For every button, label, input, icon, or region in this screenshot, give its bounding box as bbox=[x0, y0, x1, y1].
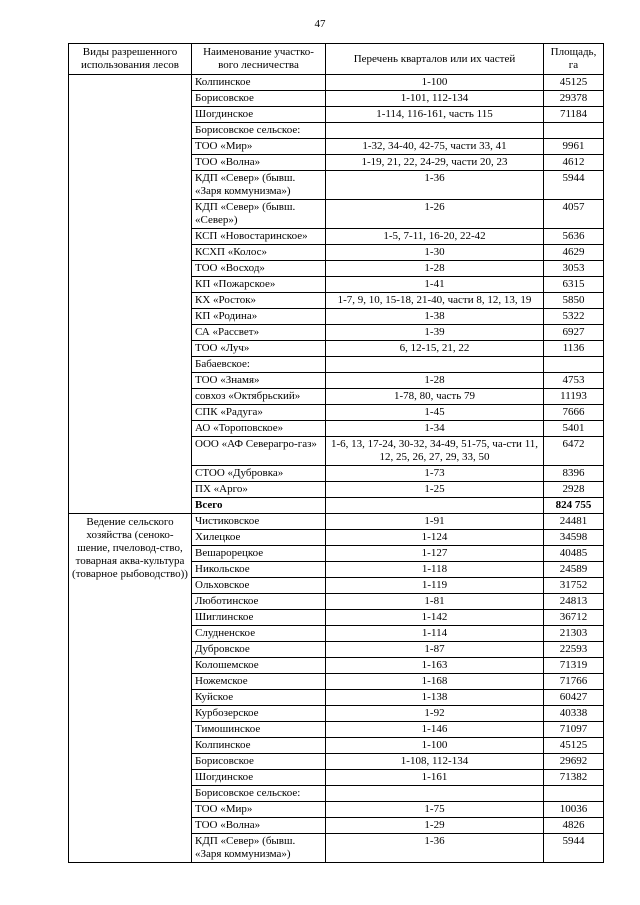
area-cell: 5944 bbox=[544, 834, 604, 863]
forestry-name-cell: ТОО «Знамя» bbox=[192, 373, 326, 389]
quarters-cell: 6, 12-15, 21, 22 bbox=[326, 341, 544, 357]
area-cell: 5401 bbox=[544, 421, 604, 437]
area-cell: 3053 bbox=[544, 261, 604, 277]
area-cell: 6472 bbox=[544, 437, 604, 466]
forestry-name-cell: ООО «АФ Северагро-газ» bbox=[192, 437, 326, 466]
area-cell: 71766 bbox=[544, 674, 604, 690]
quarters-cell: 1-87 bbox=[326, 642, 544, 658]
forestry-name-cell: КСП «Новостаринское» bbox=[192, 229, 326, 245]
forestry-name-cell: Шогдинское bbox=[192, 770, 326, 786]
forestry-name-cell: ТОО «Волна» bbox=[192, 155, 326, 171]
area-cell: 5322 bbox=[544, 309, 604, 325]
use-type-cell bbox=[69, 75, 192, 514]
area-cell bbox=[544, 123, 604, 139]
header-quarters: Перечень кварталов или их частей bbox=[326, 44, 544, 75]
quarters-cell: 1-73 bbox=[326, 466, 544, 482]
forestry-name-cell: Борисовское сельское: bbox=[192, 123, 326, 139]
area-cell: 6927 bbox=[544, 325, 604, 341]
forestry-name-cell: Слудненское bbox=[192, 626, 326, 642]
header-area: Площадь, га bbox=[544, 44, 604, 75]
area-cell: 24813 bbox=[544, 594, 604, 610]
forestry-name-cell: КП «Пожарское» bbox=[192, 277, 326, 293]
quarters-cell: 1-124 bbox=[326, 530, 544, 546]
quarters-cell: 1-19, 21, 22, 24-29, части 20, 23 bbox=[326, 155, 544, 171]
area-cell: 24589 bbox=[544, 562, 604, 578]
area-cell: 4612 bbox=[544, 155, 604, 171]
quarters-cell: 1-114, 116-161, часть 115 bbox=[326, 107, 544, 123]
quarters-cell: 1-92 bbox=[326, 706, 544, 722]
area-cell: 40485 bbox=[544, 546, 604, 562]
area-cell: 6315 bbox=[544, 277, 604, 293]
forestry-name-cell: КДП «Север» (бывш. «Север») bbox=[192, 200, 326, 229]
area-cell: 21303 bbox=[544, 626, 604, 642]
area-cell: 29692 bbox=[544, 754, 604, 770]
area-cell: 4753 bbox=[544, 373, 604, 389]
header-row bbox=[69, 44, 604, 75]
quarters-cell: 1-75 bbox=[326, 802, 544, 818]
table-row bbox=[69, 514, 604, 530]
quarters-cell: 1-78, 80, часть 79 bbox=[326, 389, 544, 405]
forestry-name-cell: совхоз «Октябрьский» bbox=[192, 389, 326, 405]
quarters-cell: 1-161 bbox=[326, 770, 544, 786]
forestry-name-cell: КДП «Север» (бывш. «Заря коммунизма») bbox=[192, 834, 326, 863]
quarters-cell: 1-5, 7-11, 16-20, 22-42 bbox=[326, 229, 544, 245]
quarters-cell: 1-36 bbox=[326, 171, 544, 200]
quarters-cell: 1-119 bbox=[326, 578, 544, 594]
quarters-cell: 1-146 bbox=[326, 722, 544, 738]
total-empty-cell bbox=[326, 498, 544, 514]
quarters-cell: 1-6, 13, 17-24, 30-32, 34-49, 51-75, ча-сти 11, 12, 25, 26, 27, 29, 33, 50 bbox=[326, 437, 544, 466]
use-type-cell: Ведение сельского хозяйства (сеноко-шение, пчеловод-ство, товарная аква-культура (товарное рыбоводство)) bbox=[69, 514, 192, 863]
quarters-cell: 1-100 bbox=[326, 75, 544, 91]
quarters-cell: 1-118 bbox=[326, 562, 544, 578]
area-cell: 4057 bbox=[544, 200, 604, 229]
quarters-cell: 1-30 bbox=[326, 245, 544, 261]
area-cell: 71097 bbox=[544, 722, 604, 738]
quarters-cell: 1-39 bbox=[326, 325, 544, 341]
quarters-cell: 1-127 bbox=[326, 546, 544, 562]
forest-use-table bbox=[68, 43, 604, 863]
forestry-name-cell: КП «Родина» bbox=[192, 309, 326, 325]
forestry-name-cell: Никольское bbox=[192, 562, 326, 578]
area-cell: 4629 bbox=[544, 245, 604, 261]
forestry-name-cell: ТОО «Мир» bbox=[192, 139, 326, 155]
forestry-name-cell: Курбозерское bbox=[192, 706, 326, 722]
quarters-cell: 1-41 bbox=[326, 277, 544, 293]
forestry-name-cell: Шогдинское bbox=[192, 107, 326, 123]
area-cell: 45125 bbox=[544, 75, 604, 91]
forestry-name-cell: Вешарорецкое bbox=[192, 546, 326, 562]
area-cell: 8396 bbox=[544, 466, 604, 482]
quarters-cell: 1-45 bbox=[326, 405, 544, 421]
area-cell: 60427 bbox=[544, 690, 604, 706]
forestry-name-cell: Дубровское bbox=[192, 642, 326, 658]
quarters-cell: 1-34 bbox=[326, 421, 544, 437]
area-cell: 2928 bbox=[544, 482, 604, 498]
quarters-cell: 1-142 bbox=[326, 610, 544, 626]
area-cell: 22593 bbox=[544, 642, 604, 658]
quarters-cell bbox=[326, 123, 544, 139]
forestry-name-cell: ПХ «Арго» bbox=[192, 482, 326, 498]
forestry-name-cell: Чистиковское bbox=[192, 514, 326, 530]
total-area-cell: 824 755 bbox=[544, 498, 604, 514]
table-row bbox=[69, 75, 604, 91]
area-cell: 4826 bbox=[544, 818, 604, 834]
forestry-name-cell: Ножемское bbox=[192, 674, 326, 690]
quarters-cell: 1-100 bbox=[326, 738, 544, 754]
area-cell bbox=[544, 786, 604, 802]
forestry-name-cell: АО «Тороповское» bbox=[192, 421, 326, 437]
forestry-name-cell: КХ «Росток» bbox=[192, 293, 326, 309]
header-use: Виды разрешенного использования лесов bbox=[69, 44, 192, 75]
quarters-cell: 1-38 bbox=[326, 309, 544, 325]
forestry-name-cell: Шиглинское bbox=[192, 610, 326, 626]
quarters-cell: 1-168 bbox=[326, 674, 544, 690]
total-label-cell: Всего bbox=[192, 498, 326, 514]
forestry-name-cell: Тимошинское bbox=[192, 722, 326, 738]
area-cell: 31752 bbox=[544, 578, 604, 594]
table-body bbox=[69, 75, 604, 863]
quarters-cell bbox=[326, 786, 544, 802]
quarters-cell: 1-81 bbox=[326, 594, 544, 610]
quarters-cell: 1-114 bbox=[326, 626, 544, 642]
area-cell: 10036 bbox=[544, 802, 604, 818]
area-cell: 7666 bbox=[544, 405, 604, 421]
area-cell: 5944 bbox=[544, 171, 604, 200]
page-number: 47 bbox=[314, 18, 326, 30]
forestry-name-cell: ТОО «Луч» bbox=[192, 341, 326, 357]
quarters-cell: 1-108, 112-134 bbox=[326, 754, 544, 770]
area-cell: 71319 bbox=[544, 658, 604, 674]
header-forestry: Наименование участко-вого лесничества bbox=[192, 44, 326, 75]
area-cell: 1136 bbox=[544, 341, 604, 357]
area-cell: 29378 bbox=[544, 91, 604, 107]
area-cell: 9961 bbox=[544, 139, 604, 155]
forestry-name-cell: Колпинское bbox=[192, 75, 326, 91]
quarters-cell: 1-101, 112-134 bbox=[326, 91, 544, 107]
quarters-cell: 1-25 bbox=[326, 482, 544, 498]
forestry-name-cell: Колошемское bbox=[192, 658, 326, 674]
forestry-name-cell: Бабаевское: bbox=[192, 357, 326, 373]
quarters-cell: 1-28 bbox=[326, 373, 544, 389]
quarters-cell: 1-32, 34-40, 42-75, части 33, 41 bbox=[326, 139, 544, 155]
area-cell: 71184 bbox=[544, 107, 604, 123]
quarters-cell: 1-36 bbox=[326, 834, 544, 863]
forestry-name-cell: Борисовское bbox=[192, 754, 326, 770]
forestry-name-cell: Ольховское bbox=[192, 578, 326, 594]
forestry-name-cell: ТОО «Восход» bbox=[192, 261, 326, 277]
quarters-cell: 1-28 bbox=[326, 261, 544, 277]
forestry-name-cell: Борисовское сельское: bbox=[192, 786, 326, 802]
area-cell: 5850 bbox=[544, 293, 604, 309]
forestry-name-cell: СПК «Радуга» bbox=[192, 405, 326, 421]
forestry-name-cell: КДП «Север» (бывш. «Заря коммунизма») bbox=[192, 171, 326, 200]
area-cell: 24481 bbox=[544, 514, 604, 530]
forestry-name-cell: Куйское bbox=[192, 690, 326, 706]
quarters-cell: 1-26 bbox=[326, 200, 544, 229]
area-cell bbox=[544, 357, 604, 373]
area-cell: 45125 bbox=[544, 738, 604, 754]
area-cell: 71382 bbox=[544, 770, 604, 786]
quarters-cell bbox=[326, 357, 544, 373]
forestry-name-cell: Хилецкое bbox=[192, 530, 326, 546]
forestry-name-cell: Борисовское bbox=[192, 91, 326, 107]
quarters-cell: 1-29 bbox=[326, 818, 544, 834]
forestry-name-cell: КСХП «Колос» bbox=[192, 245, 326, 261]
area-cell: 5636 bbox=[544, 229, 604, 245]
forestry-name-cell: ТОО «Мир» bbox=[192, 802, 326, 818]
quarters-cell: 1-163 bbox=[326, 658, 544, 674]
forestry-name-cell: СТОО «Дубровка» bbox=[192, 466, 326, 482]
forestry-name-cell: СА «Рассвет» bbox=[192, 325, 326, 341]
area-cell: 40338 bbox=[544, 706, 604, 722]
quarters-cell: 1-91 bbox=[326, 514, 544, 530]
area-cell: 11193 bbox=[544, 389, 604, 405]
forestry-name-cell: Люботинское bbox=[192, 594, 326, 610]
forestry-name-cell: Колпинское bbox=[192, 738, 326, 754]
quarters-cell: 1-138 bbox=[326, 690, 544, 706]
area-cell: 34598 bbox=[544, 530, 604, 546]
forestry-name-cell: ТОО «Волна» bbox=[192, 818, 326, 834]
quarters-cell: 1-7, 9, 10, 15-18, 21-40, части 8, 12, 13, 19 bbox=[326, 293, 544, 309]
area-cell: 36712 bbox=[544, 610, 604, 626]
